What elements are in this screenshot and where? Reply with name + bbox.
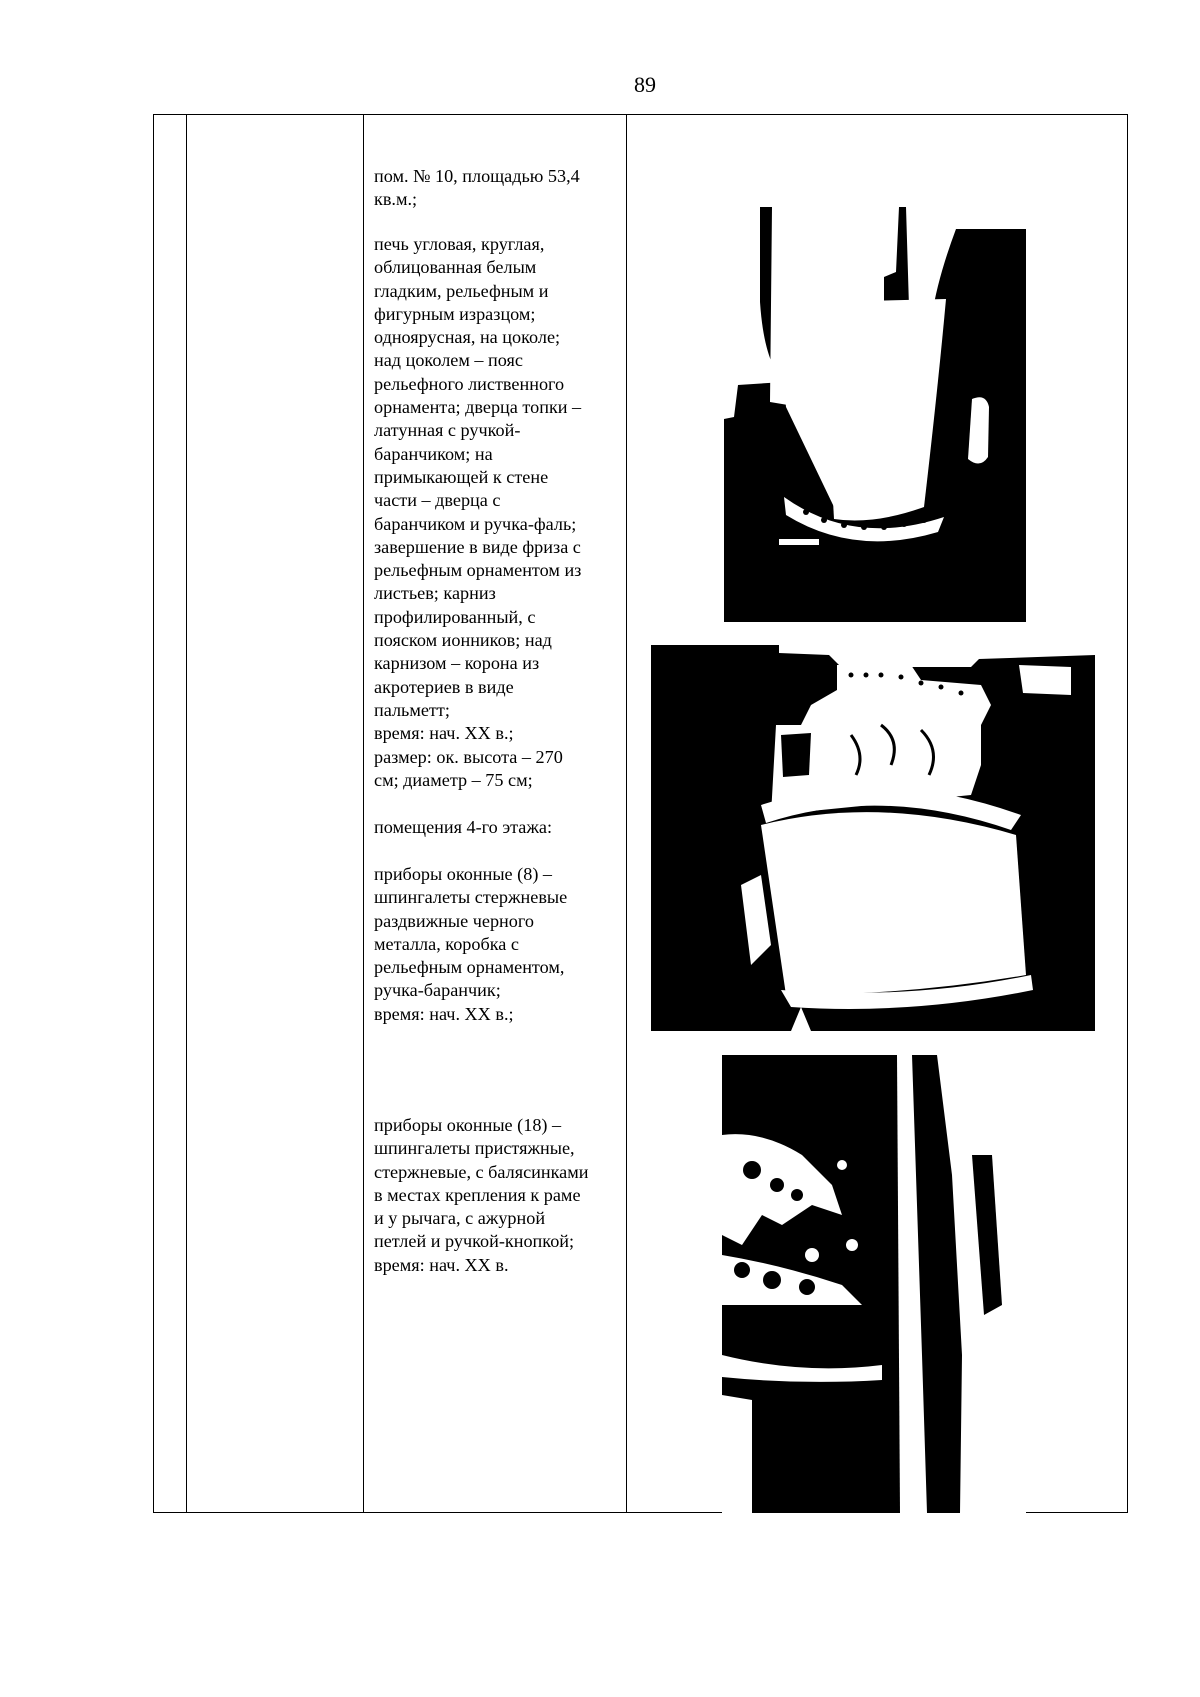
text-line: пальметт; (374, 699, 450, 720)
text-line: время: нач. XX в.; (374, 1003, 514, 1024)
text-line: приборы оконные (18) – (374, 1115, 562, 1135)
text-line: завершение в виде фриза с (374, 536, 581, 557)
photo-stove-crown (651, 645, 1095, 1031)
text-line: время: нач. XX в. (374, 1254, 509, 1275)
text-line: баранчиком; на (374, 443, 493, 464)
photo-window-fittings (722, 1055, 1026, 1513)
description-floor-heading (374, 816, 619, 839)
text-line: время: нач. XX в.; (374, 723, 514, 744)
page-number: 89 (634, 72, 656, 97)
text-line: см; диаметр – 75 см; (374, 769, 533, 790)
text-line: помещения 4-го этажа: (374, 817, 553, 837)
text-line: печь угловая, круглая, (374, 234, 545, 254)
text-line: примыкающей к стене (374, 466, 549, 487)
description-stove (374, 233, 619, 792)
description-room (374, 165, 619, 212)
text-line: пом. № 10, площадью 53,4 (374, 166, 580, 186)
text-line: ручка-баранчик; (374, 980, 501, 1001)
text-line: латунная с ручкой- (374, 420, 521, 441)
text-line: карнизом – корона из (374, 653, 540, 674)
text-line: фигурным изразцом; (374, 303, 536, 324)
text-line: пояском ионников; над (374, 630, 552, 651)
table-column-divider (626, 115, 627, 1512)
description-window-fittings-18 (374, 1114, 619, 1277)
table-column-divider (363, 115, 364, 1512)
text-line: части – дверца с (374, 490, 501, 511)
text-line: над цоколем – пояс (374, 350, 523, 371)
text-line: металла, коробка с (374, 933, 520, 954)
text-line: и у рычага, с ажурной (374, 1208, 546, 1229)
text-line: орнамента; дверца топки – (374, 397, 582, 418)
text-line: рельефным орнаментом, (374, 957, 565, 978)
text-line: размер: ок. высота – 270 (374, 746, 563, 767)
text-line: кв.м.; (374, 189, 418, 210)
text-line: шпингалеты стержневые (374, 887, 568, 908)
text-line: акротериев в виде (374, 676, 514, 697)
photo-stove-base (724, 207, 1026, 622)
text-line: баранчиком и ручка-фаль; (374, 513, 577, 534)
description-window-fittings-8 (374, 863, 619, 1026)
text-line: в местах крепления к раме (374, 1184, 581, 1205)
text-line: гладким, рельефным и (374, 280, 549, 301)
text-line: стержневые, с балясинками (374, 1161, 589, 1182)
text-line: профилированный, с (374, 606, 536, 627)
text-line: петлей и ручкой-кнопкой; (374, 1231, 575, 1252)
text-line: одноярусная, на цоколе; (374, 327, 561, 348)
text-line: приборы оконные (8) – (374, 864, 553, 884)
text-line: шпингалеты пристяжные, (374, 1138, 575, 1159)
text-line: облицованная белым (374, 257, 537, 278)
text-line: рельефным орнаментом из (374, 560, 582, 581)
table-column-divider (186, 115, 187, 1512)
text-line: раздвижные черного (374, 910, 534, 931)
text-line: листьев; карниз (374, 583, 496, 604)
text-line: рельефного лиственного (374, 373, 565, 394)
